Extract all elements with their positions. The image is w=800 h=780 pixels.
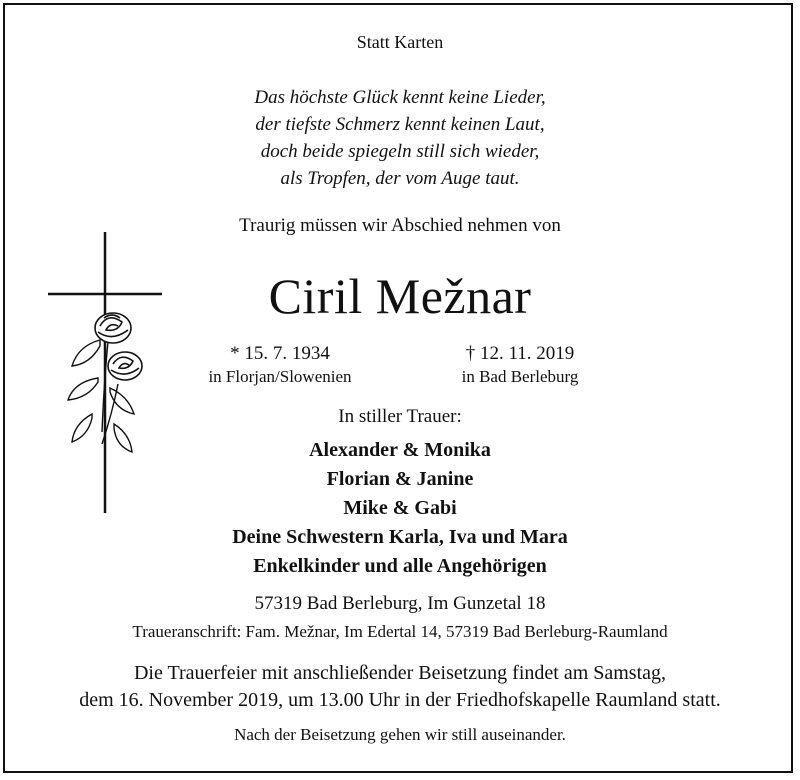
mourner-entry: Deine Schwestern Karla, Iva und Mara	[232, 526, 568, 548]
poem-line: doch beide spiegeln still sich wieder,	[260, 141, 540, 162]
ceremony-info	[0, 660, 800, 714]
mourner-entry: Enkelkinder und alle Angehörigen	[253, 555, 547, 577]
intro-text: Traurig müssen wir Abschied nehmen von	[239, 215, 561, 236]
poem-line: Das höchste Glück kennt keine Lieder,	[254, 87, 546, 108]
ceremony-line: Die Trauerfeier mit anschließender Beisetzung findet am Samstag,	[133, 662, 667, 684]
poem	[0, 84, 800, 192]
death-place: in Bad Berleburg	[461, 367, 579, 386]
ceremony-line: dem 16. November 2019, um 13.00 Uhr in der Friedhofskapelle Raumland statt.	[79, 689, 721, 711]
deceased-name: Ciril Mežnar	[268, 268, 532, 324]
mourner-entry: Alexander & Monika	[309, 439, 491, 461]
closing-text: Nach der Beisetzung gehen wir still auseinander.	[234, 725, 566, 744]
mourners-list	[0, 436, 800, 581]
mourner-entry: Mike & Gabi	[343, 497, 457, 519]
poem-line: der tiefste Schmerz kennt keinen Laut,	[255, 114, 545, 135]
header-text: Statt Karten	[356, 32, 444, 52]
mourner-entry: Florian & Janine	[326, 468, 474, 490]
birth-place: in Florjan/Slowenien	[208, 367, 352, 386]
condolence-address: Traueranschrift: Fam. Mežnar, Im Edertal 14, 57319 Bad Berleburg-Raumland	[132, 622, 668, 641]
death-date: † 12. 11. 2019	[465, 343, 575, 364]
family-address: 57319 Bad Berleburg, Im Gunzetal 18	[254, 593, 546, 614]
mourning-label: In stiller Trauer:	[338, 406, 462, 427]
poem-line: als Tropfen, der vom Auge taut.	[280, 168, 520, 189]
birth-date: * 15. 7. 1934	[230, 343, 330, 364]
birth-info	[175, 342, 385, 388]
death-info	[420, 342, 620, 388]
